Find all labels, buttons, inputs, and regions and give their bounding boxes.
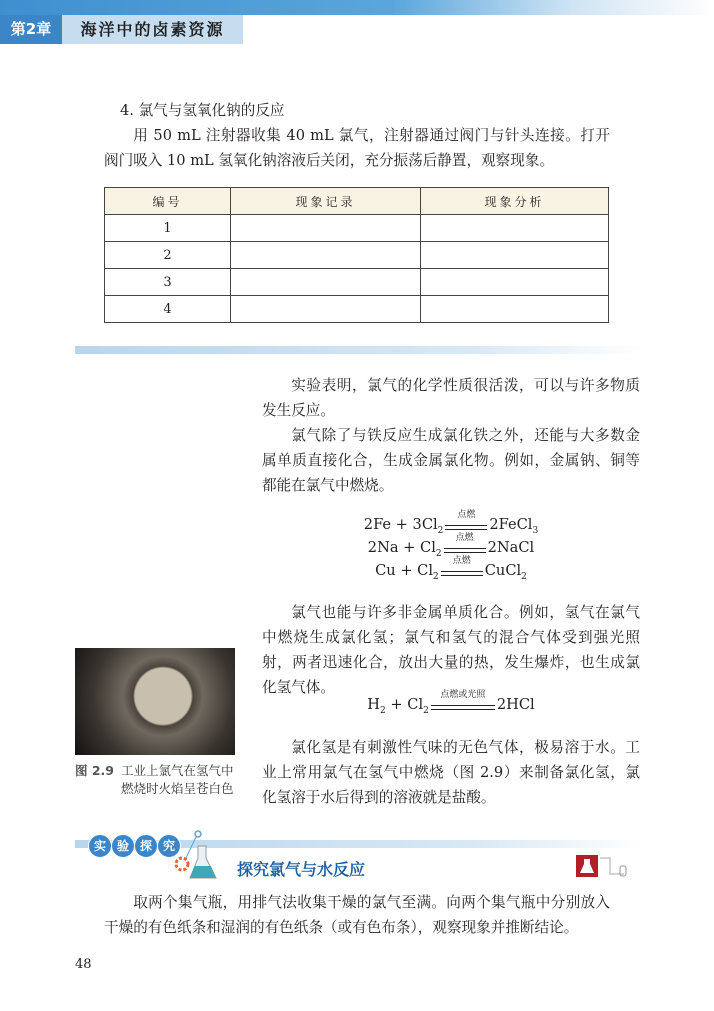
paragraph-3: 氯气也能与许多非金属单质化合。例如，氢气在氯气中燃烧生成氯化氢；氯气和氢气的混合气体受到强光照射，两者迅速化合，放出大量的热，发生爆炸，也生成氯化氢气体。 [262, 604, 640, 696]
cell-analysis [421, 269, 609, 296]
table-row [105, 215, 609, 242]
equation-cu: $Cu + Cl_2$ 点燃 CuCl$_2$ [375, 556, 527, 582]
experiment-badge-char: 探 [134, 834, 158, 858]
reaction-condition: 点燃或光照 [431, 695, 495, 715]
col-header-number: 编号 [105, 188, 231, 215]
experiment-text: 取两个集气瓶，用排气法收集干燥的氯气至满。向两个集气瓶中分别放入干燥的有色纸条和湿润的有色纸条（或有色布条），观察现象并推断结论。 [104, 894, 610, 936]
chapter-label: 第2章 [0, 15, 62, 44]
cell-analysis [421, 296, 609, 323]
paragraph-4: 氯化氢是有刺激性气味的无色气体，极易溶于水。工业上常用氯气在氢气中燃烧（图 2.9）来制备氯化氢，氯化氢溶于水后得到的溶液就是盐酸。 [262, 739, 640, 806]
table-row [105, 296, 609, 323]
cell-number: 3 [105, 269, 231, 296]
col-header-analysis: 现象分析 [421, 188, 609, 215]
page-number: 48 [75, 957, 92, 972]
cell-record [231, 242, 421, 269]
equation-na: $2Na + Cl_2$ 点燃 2NaCl [367, 533, 535, 559]
paragraph-2: 氯气除了与铁反应生成氯化铁之外，还能与大多数金属单质直接化合，生成金属氯化物。例如，金属钠、铜等都能在氯气中燃烧。 [262, 427, 640, 494]
table-header-row [105, 188, 609, 215]
equation-fe: $2Fe + 3Cl_2$ 点燃 2FeCl$_3$ [363, 510, 539, 536]
header-bar [0, 0, 714, 15]
table-row [105, 242, 609, 269]
lab-flask-icon [576, 854, 631, 880]
experiment-title: 探究氯气与水反应 [237, 860, 366, 879]
cell-number: 2 [105, 242, 231, 269]
section-heading: 4. 氯气与氢氧化钠的反应 [120, 102, 285, 119]
figure-photo [75, 648, 235, 755]
experiment-badge-char: 实 [88, 834, 112, 858]
section-text: 用 50 mL 注射器收集 40 mL 氯气，注射器通过阀门与针头连接。打开阀门吸入 10 mL 氢氧化钠溶液后关闭，充分振荡后静置，观察现象。 [104, 127, 610, 169]
cell-analysis [421, 215, 609, 242]
cell-number: 4 [105, 296, 231, 323]
experiment-badge-char: 究 [157, 834, 181, 858]
col-header-record: 现象记录 [231, 188, 421, 215]
figure-number: 图 2.9 [75, 763, 114, 778]
observation-table [104, 187, 609, 323]
cell-record [231, 269, 421, 296]
paragraph-1: 实验表明，氯气的化学性质很活泼，可以与许多物质发生反应。 [262, 377, 640, 419]
reaction-condition: 点燃 [441, 561, 483, 581]
equation-hcl: $H_2 + Cl_2$ 点燃或光照 2HCl [367, 690, 535, 716]
cell-record [231, 296, 421, 323]
reaction-condition: 点燃 [445, 515, 487, 535]
figure-caption: 图 2.9 工业上氯气在氢气中 燃烧时火焰呈苍白色 [75, 763, 234, 796]
section-divider [75, 346, 643, 354]
experiment-badge-char: 验 [111, 834, 135, 858]
chapter-title: 海洋中的卤素资源 [62, 15, 243, 44]
table-row [105, 269, 609, 296]
cell-analysis [421, 242, 609, 269]
reaction-condition: 点燃 [444, 538, 486, 558]
gear-flask-icon [170, 828, 225, 883]
cell-number: 1 [105, 215, 231, 242]
cell-record [231, 215, 421, 242]
